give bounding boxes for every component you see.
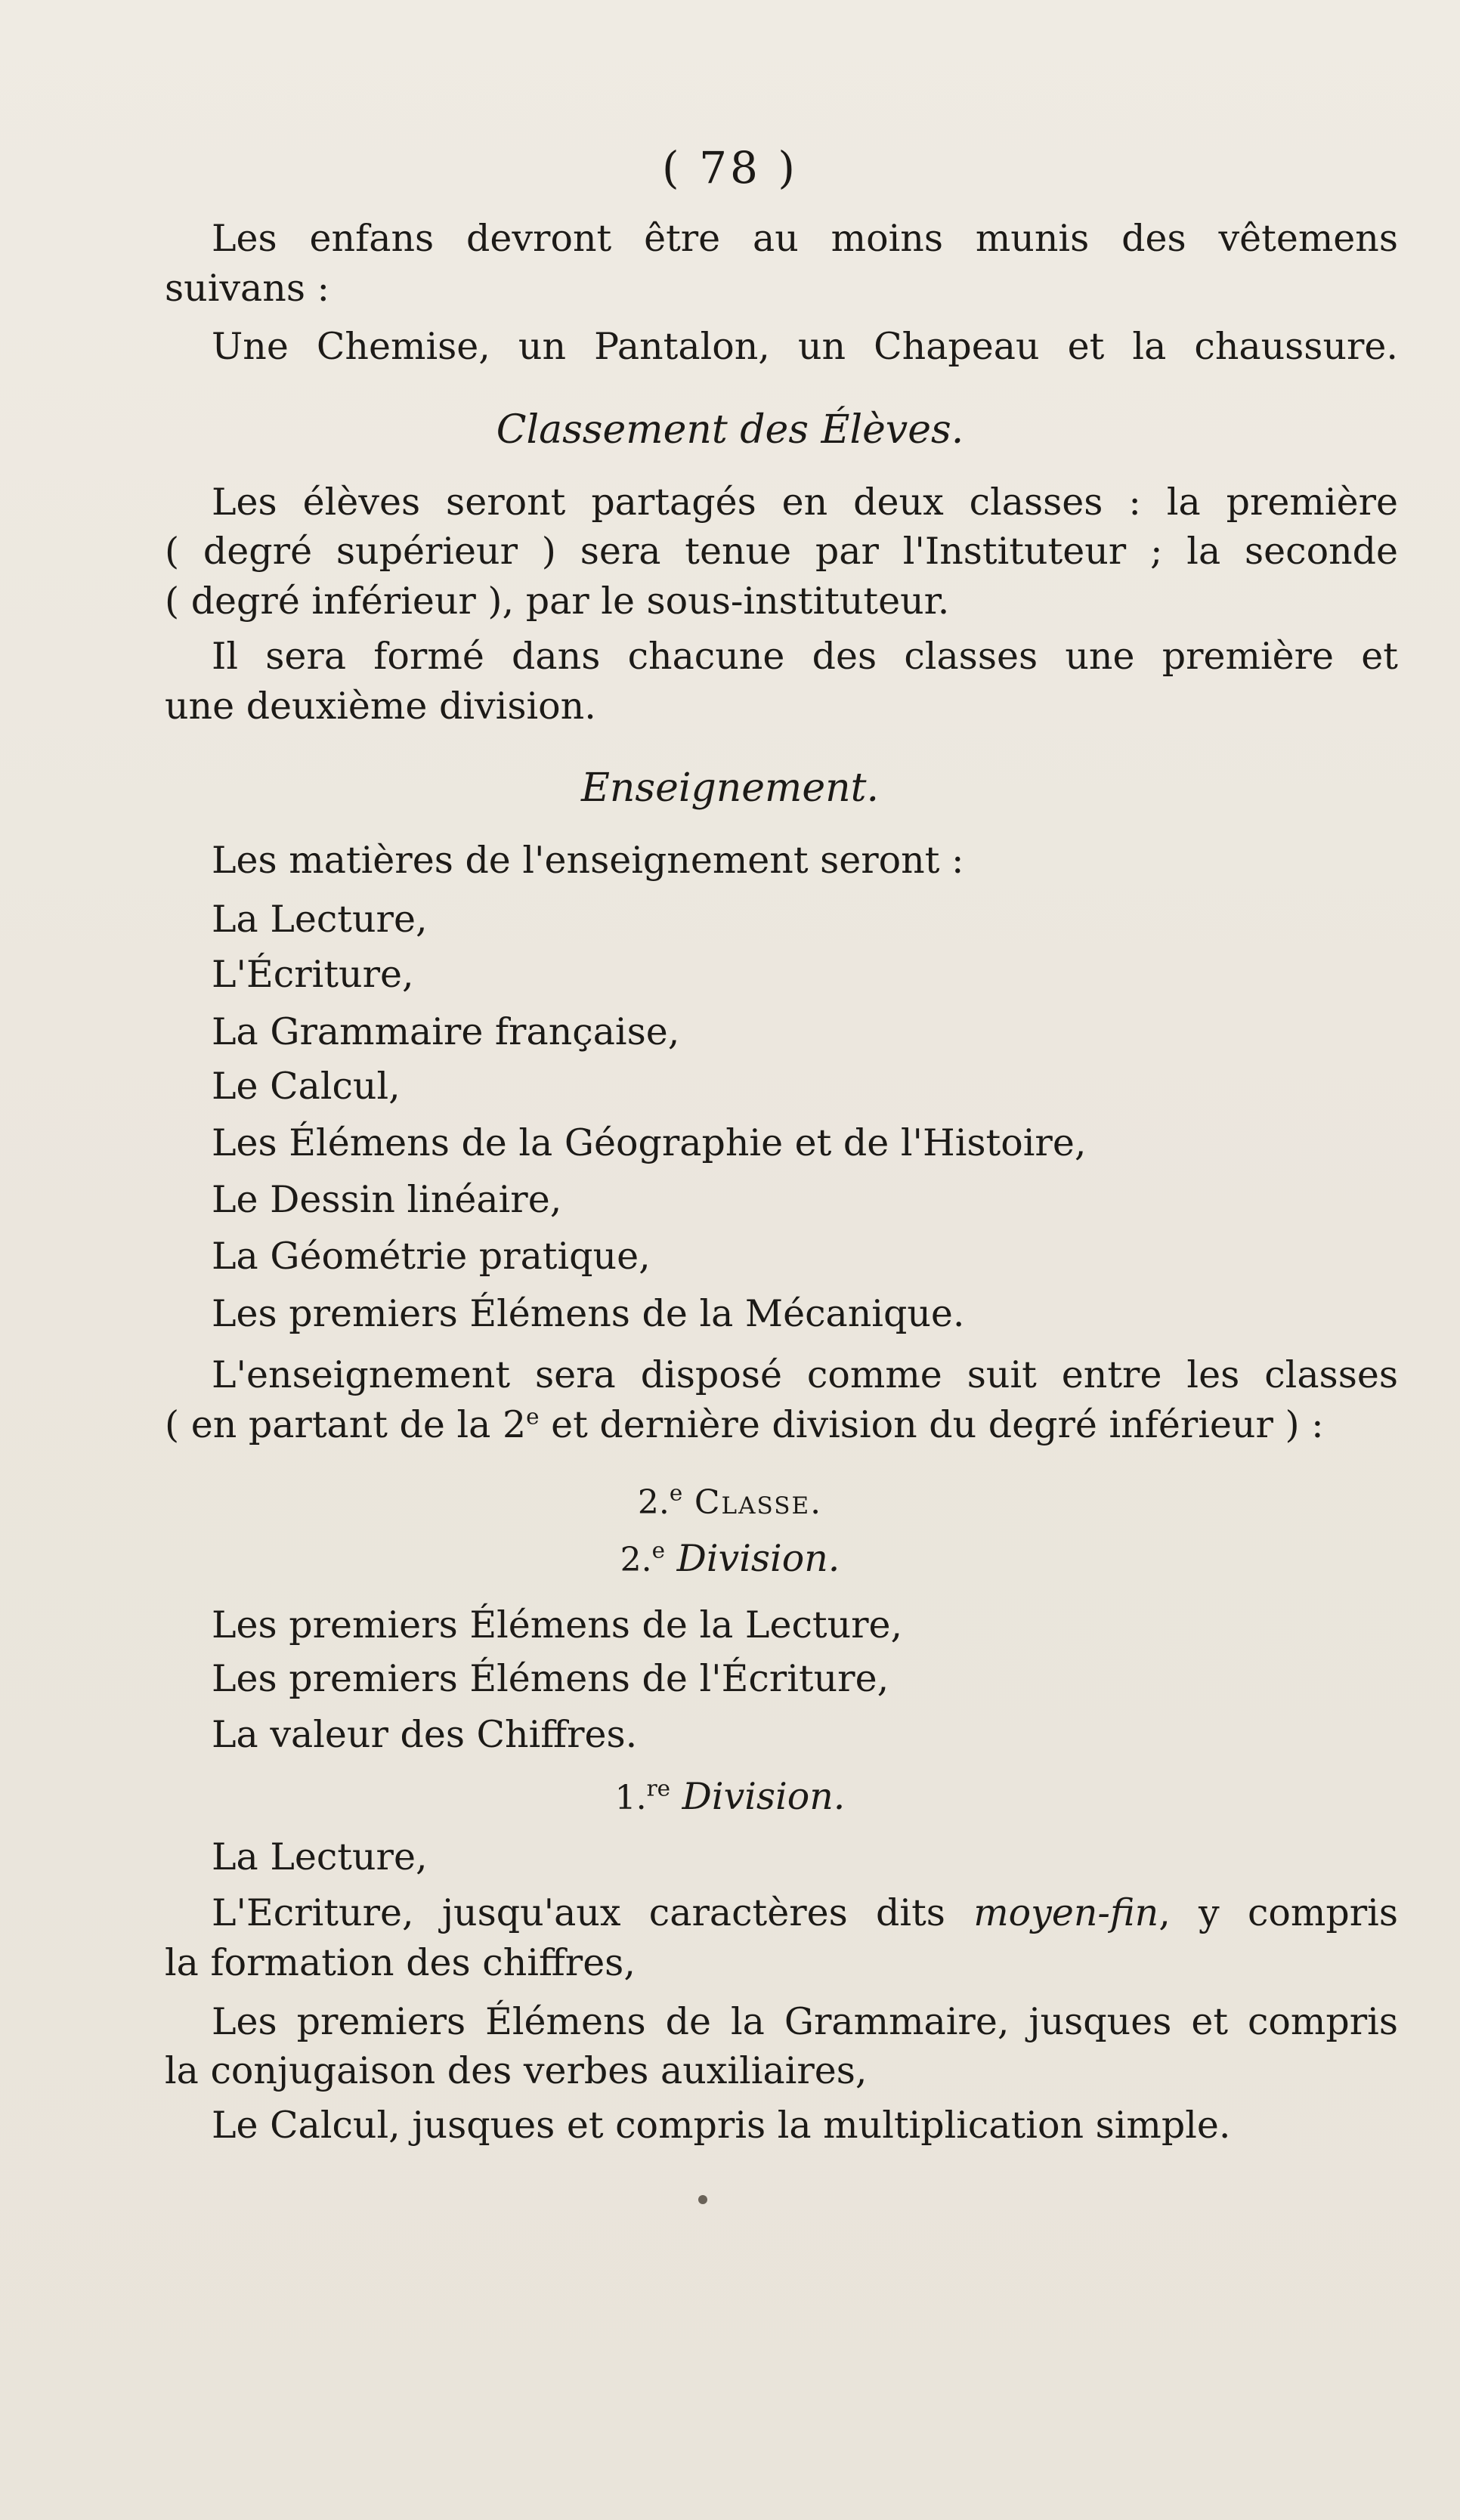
text-line: la formation des chiffres, <box>165 1941 636 1984</box>
list-item: La Lecture, <box>212 1835 428 1878</box>
list-item: Le Calcul, <box>212 1065 401 1108</box>
text-line: une deuxième division. <box>165 685 596 728</box>
list-item: L'Écriture, <box>212 953 414 996</box>
text-line: suivans : <box>165 267 330 310</box>
ink-speck <box>698 2195 707 2204</box>
list-item: La Lecture, <box>212 898 428 941</box>
page-number: ( 78 ) <box>662 142 798 193</box>
text-line: la conjugaison des verbes auxiliaires, <box>165 2049 868 2092</box>
subheading-classe: 2.$^e$ Classe. <box>637 1480 823 1522</box>
list-item: Les premiers Élémens de la Lecture, <box>212 1603 903 1647</box>
text-line: Le Calcul, jusques et compris la multiplication simple. <box>212 2104 1231 2147</box>
list-item: Les premiers Élémens de la Mécanique. <box>212 1292 965 1335</box>
list-item: Le Dessin linéaire, <box>212 1178 562 1221</box>
text-line: L'enseignement sera disposé comme suit entre les classes <box>212 1353 1398 1396</box>
list-item: Les Élémens de la Géographie et de l'Histoire, <box>212 1121 1087 1164</box>
text-line: Les premiers Élémens de la Grammaire, jusques et compris <box>212 2000 1398 2043</box>
section-heading-enseignement: Enseignement. <box>580 765 880 811</box>
text-line: ( en partant de la 2e et dernière division du degré inférieur ) : <box>165 1403 1324 1446</box>
subheading-division-2: 2.$^e$ Division. <box>620 1537 840 1580</box>
text-line: ( degré inférieur ), par le sous-instituteur. <box>165 580 950 623</box>
text-line: Les matières de l'enseignement seront : <box>212 839 964 882</box>
list-item: La Géométrie pratique, <box>212 1235 651 1278</box>
list-item: La valeur des Chiffres. <box>212 1713 638 1756</box>
text-line: ( degré supérieur ) sera tenue par l'Instituteur ; la seconde <box>165 530 1398 573</box>
text-line: Il sera formé dans chacune des classes une première et <box>212 635 1398 678</box>
text-line: L'Ecriture, jusqu'aux caractères dits moyen-fin, y compris <box>212 1891 1398 1934</box>
section-heading-classement: Classement des Élèves. <box>496 407 964 453</box>
subheading-division-1: 1.$^{re}$ Division. <box>614 1775 846 1818</box>
list-item: Les premiers Élémens de l'Écriture, <box>212 1657 889 1700</box>
list-item: La Grammaire française, <box>212 1010 680 1053</box>
text-line: Une Chemise, un Pantalon, un Chapeau et la chaussure. <box>212 325 1398 368</box>
text-line: Les enfans devront être au moins munis des vêtemens <box>212 217 1398 260</box>
text-line: Les élèves seront partagés en deux classes : la première <box>212 481 1398 524</box>
